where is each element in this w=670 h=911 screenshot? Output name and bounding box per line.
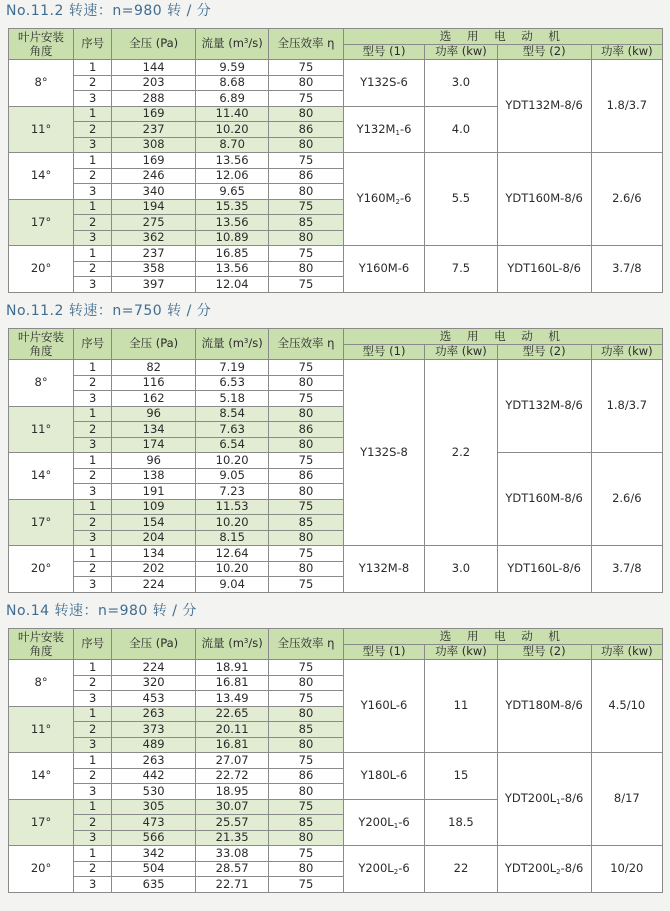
efficiency-cell: 80: [269, 484, 343, 500]
flow-cell: 22.65: [195, 706, 268, 722]
seq-cell: 2: [74, 422, 112, 438]
efficiency-cell: 86: [269, 768, 343, 784]
motor1-power-cell: 22: [425, 846, 497, 893]
efficiency-cell: 80: [269, 530, 343, 546]
angle-cell: 17°: [9, 499, 74, 546]
angle-cell: 11°: [9, 406, 74, 453]
motor2-power-cell: 10/20: [591, 846, 662, 893]
flow-cell: 21.35: [195, 830, 268, 846]
pressure-cell: 144: [112, 60, 196, 76]
motor1-model-cell: $Y132M_1-6$: [343, 106, 425, 153]
seq-cell: 3: [74, 691, 112, 707]
motor1-power-cell: 15: [425, 753, 497, 800]
efficiency-cell: 75: [269, 153, 343, 169]
motor-group-header: 选 用 电 动 机: [343, 629, 662, 645]
flow-cell: 7.19: [195, 360, 268, 376]
flow-cell: 22.71: [195, 877, 268, 893]
seq-header: 序号: [74, 29, 112, 60]
seq-cell: 2: [74, 168, 112, 184]
angle-cell: 8°: [9, 60, 74, 107]
power1-header: 功率 (kw): [425, 644, 497, 660]
pressure-cell: 442: [112, 768, 196, 784]
flow-cell: 10.20: [195, 453, 268, 469]
seq-cell: 1: [74, 60, 112, 76]
motor2-model-cell: YDT132M-8/6: [497, 360, 591, 453]
pressure-cell: 116: [112, 375, 196, 391]
pressure-cell: 237: [112, 122, 196, 138]
motor2-power-cell: 4.5/10: [591, 660, 662, 753]
seq-cell: 3: [74, 737, 112, 753]
efficiency-cell: 75: [269, 60, 343, 76]
angle-header: 叶片安装 角度: [9, 29, 74, 60]
flow-cell: 13.49: [195, 691, 268, 707]
seq-cell: 1: [74, 106, 112, 122]
table-row: [9, 846, 663, 862]
seq-cell: 3: [74, 91, 112, 107]
pressure-cell: 154: [112, 515, 196, 531]
flow-cell: 16.81: [195, 675, 268, 691]
pressure-cell: 308: [112, 137, 196, 153]
motor1-power-cell: 5.5: [425, 153, 497, 246]
pressure-cell: 169: [112, 106, 196, 122]
seq-cell: 3: [74, 530, 112, 546]
efficiency-cell: 80: [269, 261, 343, 277]
motor2-model-cell: YDT132M-8/6: [497, 60, 591, 153]
motor1-model-cell: Y180L-6: [343, 753, 425, 800]
efficiency-cell: 75: [269, 453, 343, 469]
motor1-power-cell: 3.0: [425, 60, 497, 107]
motor1-power-cell: 3.0: [425, 546, 497, 593]
efficiency-cell: 75: [269, 499, 343, 515]
pressure-cell: 224: [112, 660, 196, 676]
motor2-model-cell: YDT160L-8/6: [497, 246, 591, 293]
motor1-model-cell: Y132S-6: [343, 60, 425, 107]
efficiency-header: 全压效率 η: [269, 329, 343, 360]
motor2-model-cell: YDT180M-8/6: [497, 660, 591, 753]
flow-cell: 12.64: [195, 546, 268, 562]
pressure-cell: 320: [112, 675, 196, 691]
seq-cell: 1: [74, 546, 112, 562]
table-row: [9, 60, 663, 76]
efficiency-cell: 75: [269, 391, 343, 407]
model2-header: 型号 (2): [497, 344, 591, 360]
seq-cell: 3: [74, 577, 112, 593]
pressure-cell: 174: [112, 437, 196, 453]
flow-cell: 9.05: [195, 468, 268, 484]
seq-cell: 2: [74, 815, 112, 831]
header-row: [9, 329, 663, 345]
spec-table: [8, 628, 663, 893]
flow-header: 流量 $(m^3/s)$: [195, 329, 268, 360]
seq-cell: 1: [74, 360, 112, 376]
flow-cell: 6.53: [195, 375, 268, 391]
pressure-cell: 263: [112, 753, 196, 769]
efficiency-cell: 80: [269, 830, 343, 846]
model-subscript: 2: [556, 868, 561, 876]
seq-cell: 2: [74, 722, 112, 738]
flow-cell: 16.85: [195, 246, 268, 262]
efficiency-cell: 80: [269, 137, 343, 153]
seq-cell: 3: [74, 877, 112, 893]
angle-cell: 14°: [9, 453, 74, 500]
efficiency-cell: 80: [269, 184, 343, 200]
pressure-cell: 204: [112, 530, 196, 546]
seq-cell: 1: [74, 199, 112, 215]
pressure-cell: 96: [112, 453, 196, 469]
flow-cell: 12.04: [195, 277, 268, 293]
pressure-cell: 202: [112, 561, 196, 577]
motor2-power-cell: 2.6/6: [591, 453, 662, 546]
seq-cell: 2: [74, 515, 112, 531]
pressure-cell: 504: [112, 861, 196, 877]
motor1-model-cell: $Y160M_2-6$: [343, 153, 425, 246]
section-title: No.11.2 转速：n=750 转 / 分: [6, 303, 212, 319]
seq-cell: 2: [74, 468, 112, 484]
seq-cell: 2: [74, 861, 112, 877]
flow-cell: 10.20: [195, 561, 268, 577]
efficiency-cell: 85: [269, 722, 343, 738]
efficiency-cell: 85: [269, 815, 343, 831]
section-title: No.11.2 转速：n=980 转 / 分: [6, 3, 212, 19]
efficiency-cell: 80: [269, 861, 343, 877]
motor2-power-cell: 8/17: [591, 753, 662, 846]
seq-cell: 2: [74, 375, 112, 391]
angle-cell: 20°: [9, 546, 74, 593]
angle-cell: 14°: [9, 153, 74, 200]
pressure-cell: 566: [112, 830, 196, 846]
model-subscript: 2: [393, 868, 399, 876]
seq-cell: 2: [74, 215, 112, 231]
seq-cell: 2: [74, 675, 112, 691]
efficiency-cell: 75: [269, 246, 343, 262]
seq-cell: 2: [74, 561, 112, 577]
efficiency-header: 全压效率 η: [269, 629, 343, 660]
model-subscript: 1: [556, 798, 561, 807]
flow-cell: 7.63: [195, 422, 268, 438]
model2-header: 型号 (2): [497, 44, 591, 60]
motor2-model-cell: YDT160L-8/6: [497, 546, 591, 593]
flow-cell: 8.54: [195, 406, 268, 422]
pressure-cell: 489: [112, 737, 196, 753]
efficiency-cell: 85: [269, 515, 343, 531]
section-title: No.14 转速：n=980 转 / 分: [6, 603, 197, 619]
motor1-power-cell: 4.0: [425, 106, 497, 153]
angle-header: 叶片安装 角度: [9, 629, 74, 660]
flow-cell: 9.04: [195, 577, 268, 593]
seq-cell: 1: [74, 153, 112, 169]
table-row: [9, 246, 663, 262]
motor-group-header: 选 用 电 动 机: [343, 329, 662, 345]
pressure-cell: 530: [112, 784, 196, 800]
seq-cell: 3: [74, 784, 112, 800]
spec-table: [8, 328, 663, 593]
flow-cell: 11.40: [195, 106, 268, 122]
motor2-model-cell: YDT160M-8/6: [497, 453, 591, 546]
angle-cell: 11°: [9, 106, 74, 153]
seq-header: 序号: [74, 629, 112, 660]
pressure-cell: 340: [112, 184, 196, 200]
efficiency-cell: 86: [269, 422, 343, 438]
seq-cell: 1: [74, 706, 112, 722]
pressure-cell: 288: [112, 91, 196, 107]
pressure-cell: 397: [112, 277, 196, 293]
model-subscript: 1: [393, 821, 399, 830]
seq-cell: 1: [74, 406, 112, 422]
flow-cell: 25.57: [195, 815, 268, 831]
angle-cell: 17°: [9, 799, 74, 846]
seq-cell: 1: [74, 846, 112, 862]
flow-cell: 18.91: [195, 660, 268, 676]
angle-cell: 8°: [9, 660, 74, 707]
efficiency-cell: 75: [269, 360, 343, 376]
flow-cell: 18.95: [195, 784, 268, 800]
efficiency-cell: 75: [269, 546, 343, 562]
flow-cell: 22.72: [195, 768, 268, 784]
table-row: [9, 546, 663, 562]
angle-cell: 8°: [9, 360, 74, 407]
efficiency-cell: 80: [269, 230, 343, 246]
flow-cell: 8.68: [195, 75, 268, 91]
seq-cell: 3: [74, 484, 112, 500]
efficiency-cell: 75: [269, 660, 343, 676]
pressure-cell: 275: [112, 215, 196, 231]
motor2-model-cell: YDT160M-8/6: [497, 153, 591, 246]
flow-unit-superscript: 3: [243, 337, 249, 346]
flow-unit-superscript: 3: [243, 637, 249, 646]
spec-table: [8, 28, 663, 293]
motor1-model-cell: Y160M-6: [343, 246, 425, 293]
flow-header: 流量 $(m^3/s)$: [195, 629, 268, 660]
seq-cell: 2: [74, 122, 112, 138]
model1-header: 型号 (1): [343, 344, 425, 360]
power1-header: 功率 (kw): [425, 44, 497, 60]
seq-cell: 1: [74, 246, 112, 262]
motor-group-header: 选 用 电 动 机: [343, 29, 662, 45]
pressure-cell: 237: [112, 246, 196, 262]
efficiency-cell: 75: [269, 799, 343, 815]
efficiency-cell: 75: [269, 577, 343, 593]
seq-cell: 1: [74, 753, 112, 769]
header-row: [9, 29, 663, 45]
flow-cell: 16.81: [195, 737, 268, 753]
efficiency-cell: 80: [269, 737, 343, 753]
angle-cell: 20°: [9, 846, 74, 893]
seq-header: 序号: [74, 329, 112, 360]
model-subscript: 1: [395, 128, 400, 137]
efficiency-header: 全压效率 η: [269, 29, 343, 60]
efficiency-cell: 80: [269, 437, 343, 453]
efficiency-cell: 80: [269, 784, 343, 800]
pressure-cell: 362: [112, 230, 196, 246]
model2-header: 型号 (2): [497, 644, 591, 660]
motor1-power-cell: 18.5: [425, 799, 497, 846]
flow-cell: 13.56: [195, 261, 268, 277]
table-row: [9, 660, 663, 676]
seq-cell: 1: [74, 660, 112, 676]
flow-cell: 33.08: [195, 846, 268, 862]
efficiency-cell: 80: [269, 75, 343, 91]
flow-cell: 10.20: [195, 515, 268, 531]
motor1-power-cell: 11: [425, 660, 497, 753]
seq-cell: 3: [74, 277, 112, 293]
pressure-cell: 358: [112, 261, 196, 277]
pressure-cell: 169: [112, 153, 196, 169]
flow-cell: 28.57: [195, 861, 268, 877]
motor2-power-cell: 1.8/3.7: [591, 60, 662, 153]
seq-cell: 3: [74, 437, 112, 453]
pressure-cell: 473: [112, 815, 196, 831]
flow-cell: 8.70: [195, 137, 268, 153]
flow-cell: 6.54: [195, 437, 268, 453]
table-row: [9, 153, 663, 169]
pressure-cell: 203: [112, 75, 196, 91]
efficiency-cell: 86: [269, 468, 343, 484]
angle-cell: 11°: [9, 706, 74, 753]
seq-cell: 2: [74, 768, 112, 784]
flow-cell: 20.11: [195, 722, 268, 738]
pressure-cell: 224: [112, 577, 196, 593]
pressure-cell: 263: [112, 706, 196, 722]
flow-cell: 5.18: [195, 391, 268, 407]
pressure-cell: 342: [112, 846, 196, 862]
efficiency-cell: 75: [269, 199, 343, 215]
pressure-cell: 138: [112, 468, 196, 484]
pressure-cell: 246: [112, 168, 196, 184]
motor2-power-cell: 3.7/8: [591, 246, 662, 293]
flow-cell: 9.59: [195, 60, 268, 76]
seq-cell: 3: [74, 137, 112, 153]
efficiency-cell: 80: [269, 406, 343, 422]
efficiency-cell: 75: [269, 91, 343, 107]
efficiency-cell: 75: [269, 846, 343, 862]
angle-cell: 20°: [9, 246, 74, 293]
seq-cell: 1: [74, 453, 112, 469]
pressure-cell: 134: [112, 422, 196, 438]
flow-cell: 11.53: [195, 499, 268, 515]
flow-cell: 7.23: [195, 484, 268, 500]
angle-cell: 17°: [9, 199, 74, 246]
seq-cell: 3: [74, 230, 112, 246]
efficiency-cell: 86: [269, 168, 343, 184]
flow-cell: 30.07: [195, 799, 268, 815]
flow-cell: 15.35: [195, 199, 268, 215]
efficiency-cell: 80: [269, 375, 343, 391]
seq-cell: 3: [74, 184, 112, 200]
flow-cell: 10.89: [195, 230, 268, 246]
pressure-cell: 453: [112, 691, 196, 707]
efficiency-cell: 86: [269, 122, 343, 138]
power2-header: 功率 (kw): [591, 644, 662, 660]
efficiency-cell: 80: [269, 561, 343, 577]
seq-cell: 3: [74, 830, 112, 846]
table-row: [9, 360, 663, 376]
pressure-cell: 373: [112, 722, 196, 738]
pressure-cell: 191: [112, 484, 196, 500]
efficiency-cell: 75: [269, 691, 343, 707]
motor2-power-cell: 2.6/6: [591, 153, 662, 246]
motor2-model-cell: $YDT200L_1-8/6$: [497, 753, 591, 846]
model-subscript: 2: [395, 198, 400, 207]
pressure-cell: 635: [112, 877, 196, 893]
efficiency-cell: 80: [269, 675, 343, 691]
header-row: [9, 629, 663, 645]
efficiency-cell: 85: [269, 215, 343, 231]
flow-cell: 8.15: [195, 530, 268, 546]
pressure-header: 全压 (Pa): [112, 629, 196, 660]
efficiency-cell: 75: [269, 877, 343, 893]
seq-cell: 1: [74, 799, 112, 815]
power2-header: 功率 (kw): [591, 44, 662, 60]
model1-header: 型号 (1): [343, 644, 425, 660]
angle-header: 叶片安装 角度: [9, 329, 74, 360]
pressure-cell: 109: [112, 499, 196, 515]
motor2-model-cell: $YDT200L_2-8/6$: [497, 846, 591, 893]
motor1-power-cell: 2.2: [425, 360, 497, 546]
flow-cell: 10.20: [195, 122, 268, 138]
motor1-model-cell: $Y200L_2-6$: [343, 846, 425, 893]
flow-cell: 12.06: [195, 168, 268, 184]
seq-cell: 2: [74, 75, 112, 91]
efficiency-cell: 80: [269, 706, 343, 722]
flow-cell: 6.89: [195, 91, 268, 107]
motor1-model-cell: Y132M-8: [343, 546, 425, 593]
pressure-cell: 305: [112, 799, 196, 815]
pressure-cell: 134: [112, 546, 196, 562]
motor1-power-cell: 7.5: [425, 246, 497, 293]
motor1-model-cell: $Y200L_1-6$: [343, 799, 425, 846]
pressure-header: 全压 (Pa): [112, 29, 196, 60]
seq-cell: 1: [74, 499, 112, 515]
flow-cell: 13.56: [195, 153, 268, 169]
model1-header: 型号 (1): [343, 44, 425, 60]
flow-header: 流量 $(m^3/s)$: [195, 29, 268, 60]
pressure-header: 全压 (Pa): [112, 329, 196, 360]
efficiency-cell: 75: [269, 753, 343, 769]
pressure-cell: 162: [112, 391, 196, 407]
table-row: [9, 753, 663, 769]
pressure-cell: 82: [112, 360, 196, 376]
pressure-cell: 194: [112, 199, 196, 215]
flow-cell: 27.07: [195, 753, 268, 769]
efficiency-cell: 75: [269, 277, 343, 293]
flow-cell: 13.56: [195, 215, 268, 231]
flow-cell: 9.65: [195, 184, 268, 200]
seq-cell: 2: [74, 261, 112, 277]
power2-header: 功率 (kw): [591, 344, 662, 360]
efficiency-cell: 80: [269, 106, 343, 122]
flow-unit-superscript: 3: [243, 37, 249, 46]
angle-cell: 14°: [9, 753, 74, 800]
power1-header: 功率 (kw): [425, 344, 497, 360]
motor2-power-cell: 3.7/8: [591, 546, 662, 593]
table-row: [9, 453, 663, 469]
seq-cell: 3: [74, 391, 112, 407]
motor1-model-cell: Y160L-6: [343, 660, 425, 753]
motor2-power-cell: 1.8/3.7: [591, 360, 662, 453]
pressure-cell: 96: [112, 406, 196, 422]
motor1-model-cell: Y132S-8: [343, 360, 425, 546]
